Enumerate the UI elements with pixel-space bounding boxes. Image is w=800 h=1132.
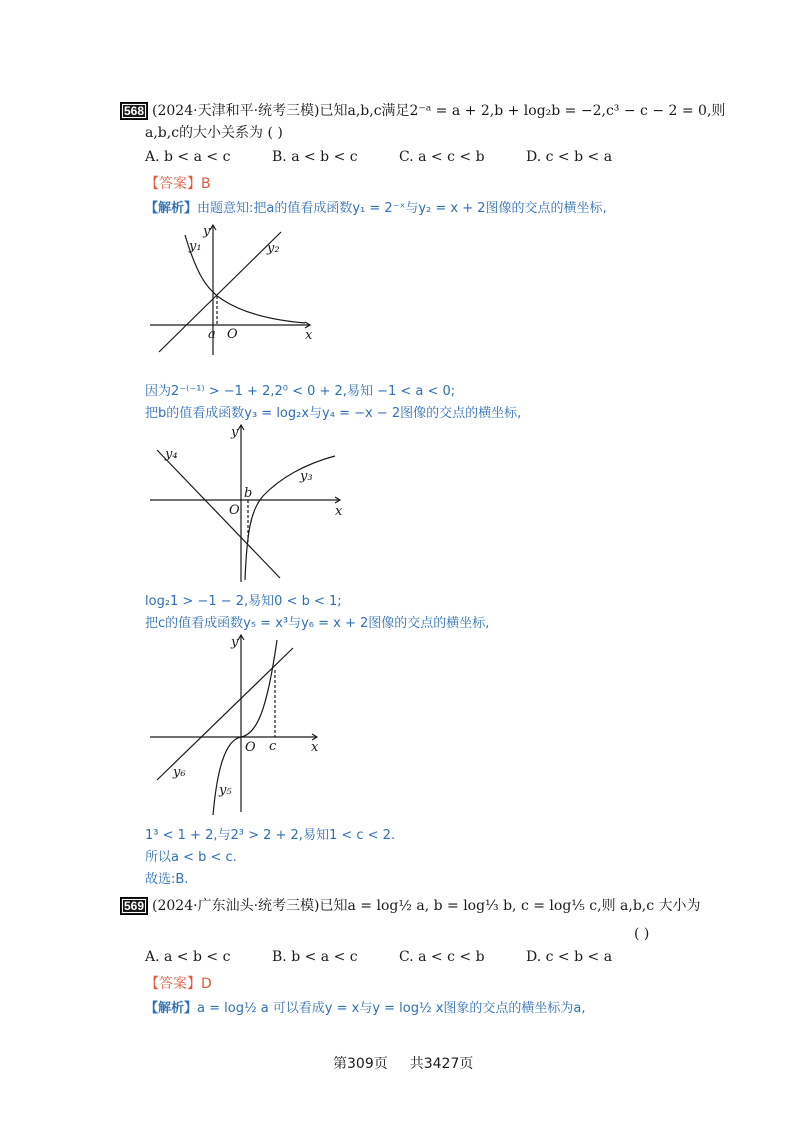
graph1-a-label: a (208, 327, 216, 342)
question-source: (2024·广东汕头·统考三模)已知 (152, 898, 348, 914)
option-c: C. a < c < b (399, 149, 485, 165)
page-total: 共3427页 (409, 1056, 474, 1072)
answer (145, 973, 212, 993)
graph3-origin-label: O (245, 740, 256, 755)
answer-value: B (201, 176, 211, 192)
graph1-y-label: y (203, 224, 211, 239)
option-b: B. b < a < c (272, 949, 358, 965)
analysis-label: 【解析】 (145, 1001, 198, 1016)
graph3-y5-label: y₅ (219, 783, 232, 798)
page-number: 第309页 (333, 1056, 388, 1072)
q569-header (120, 896, 701, 916)
analysis-label: 【解析】 (145, 201, 198, 216)
graph2-origin-label: O (229, 503, 240, 518)
answer (145, 173, 211, 193)
curve-y1 (185, 235, 305, 323)
analysis-line1 (145, 197, 607, 216)
graph3-y-label: y (231, 635, 239, 650)
option-c: C. a < c < b (399, 949, 485, 965)
analysis-text: a = log½ a 可以看成y = x与y = log½ x图象的交点的横坐标为a, (197, 1001, 586, 1016)
analysis-text: 由题意知:把a的值看成函数y₁ = 2⁻ˣ与y₂ = x + 2图像的交点的横坐标, (197, 201, 607, 216)
graph2-y4-label: y₄ (165, 447, 178, 462)
answer-label: 【答案】 (145, 976, 201, 992)
question-source: (2024·天津和平·统考三模)已知 (152, 103, 348, 119)
question-number: 568 (120, 102, 148, 120)
page-footer (333, 1053, 473, 1073)
graph2-y-label: y (231, 425, 239, 440)
question-number: 569 (120, 897, 148, 915)
question-stem: a = log½ a, b = log⅓ b, c = log⅕ c,则 a,b,c 大小为 (347, 898, 701, 914)
graph3-y6-label: y₆ (173, 765, 186, 780)
q568-header (120, 101, 725, 121)
option-a: A. a < b < c (145, 949, 231, 965)
graph-2 (145, 420, 355, 585)
option-a: A. b < a < c (145, 149, 231, 165)
graph1-x-label: x (305, 328, 313, 343)
line-y4 (157, 450, 280, 578)
graph-3 (145, 630, 330, 815)
question-stem-line2: a,b,c的大小关系为 ( ) (145, 125, 283, 141)
graph-1 (145, 220, 325, 360)
graph1-y2-label: y₂ (267, 241, 280, 256)
line-y2 (159, 232, 281, 352)
graph3-x-label: x (311, 740, 319, 755)
graph2-x-label: x (335, 504, 343, 519)
option-d: D. c < b < a (526, 149, 613, 165)
answer-label: 【答案】 (145, 176, 201, 192)
graph1-y1-label: y₁ (189, 239, 202, 254)
analysis-line5: 把c的值看成函数y₅ = x³与y₆ = x + 2图像的交点的横坐标, (145, 616, 490, 631)
answer-bracket: ( ) (634, 926, 650, 942)
analysis-line4: log₂1 > −1 − 2,易知0 < b < 1; (145, 594, 342, 609)
curve-y3 (245, 456, 335, 580)
analysis-line6: 1³ < 1 + 2,与2³ > 2 + 2,易知1 < c < 2. (145, 828, 396, 843)
analysis-line3: 把b的值看成函数y₃ = log₂x与y₄ = −x − 2图像的交点的横坐标, (145, 406, 522, 421)
graph3-c-label: c (269, 739, 277, 754)
analysis-line8: 故选:B. (145, 872, 189, 887)
analysis-line7: 所以a < b < c. (145, 850, 237, 865)
graph1-origin-label: O (227, 327, 238, 342)
option-d: D. c < b < a (526, 949, 613, 965)
answer-value: D (201, 976, 212, 992)
graph2-y3-label: y₃ (300, 469, 313, 484)
analysis-line1 (145, 997, 586, 1016)
question-stem: a,b,c满足2⁻ᵃ = a + 2,b + log₂b = −2,c³ − c − 2 = 0,则 (347, 103, 726, 119)
option-b: B. a < b < c (272, 149, 358, 165)
analysis-line2: 因为2⁻⁽⁻¹⁾ > −1 + 2,2⁰ < 0 + 2,易知 −1 < a < 0; (145, 384, 456, 399)
graph2-b-label: b (244, 486, 253, 501)
